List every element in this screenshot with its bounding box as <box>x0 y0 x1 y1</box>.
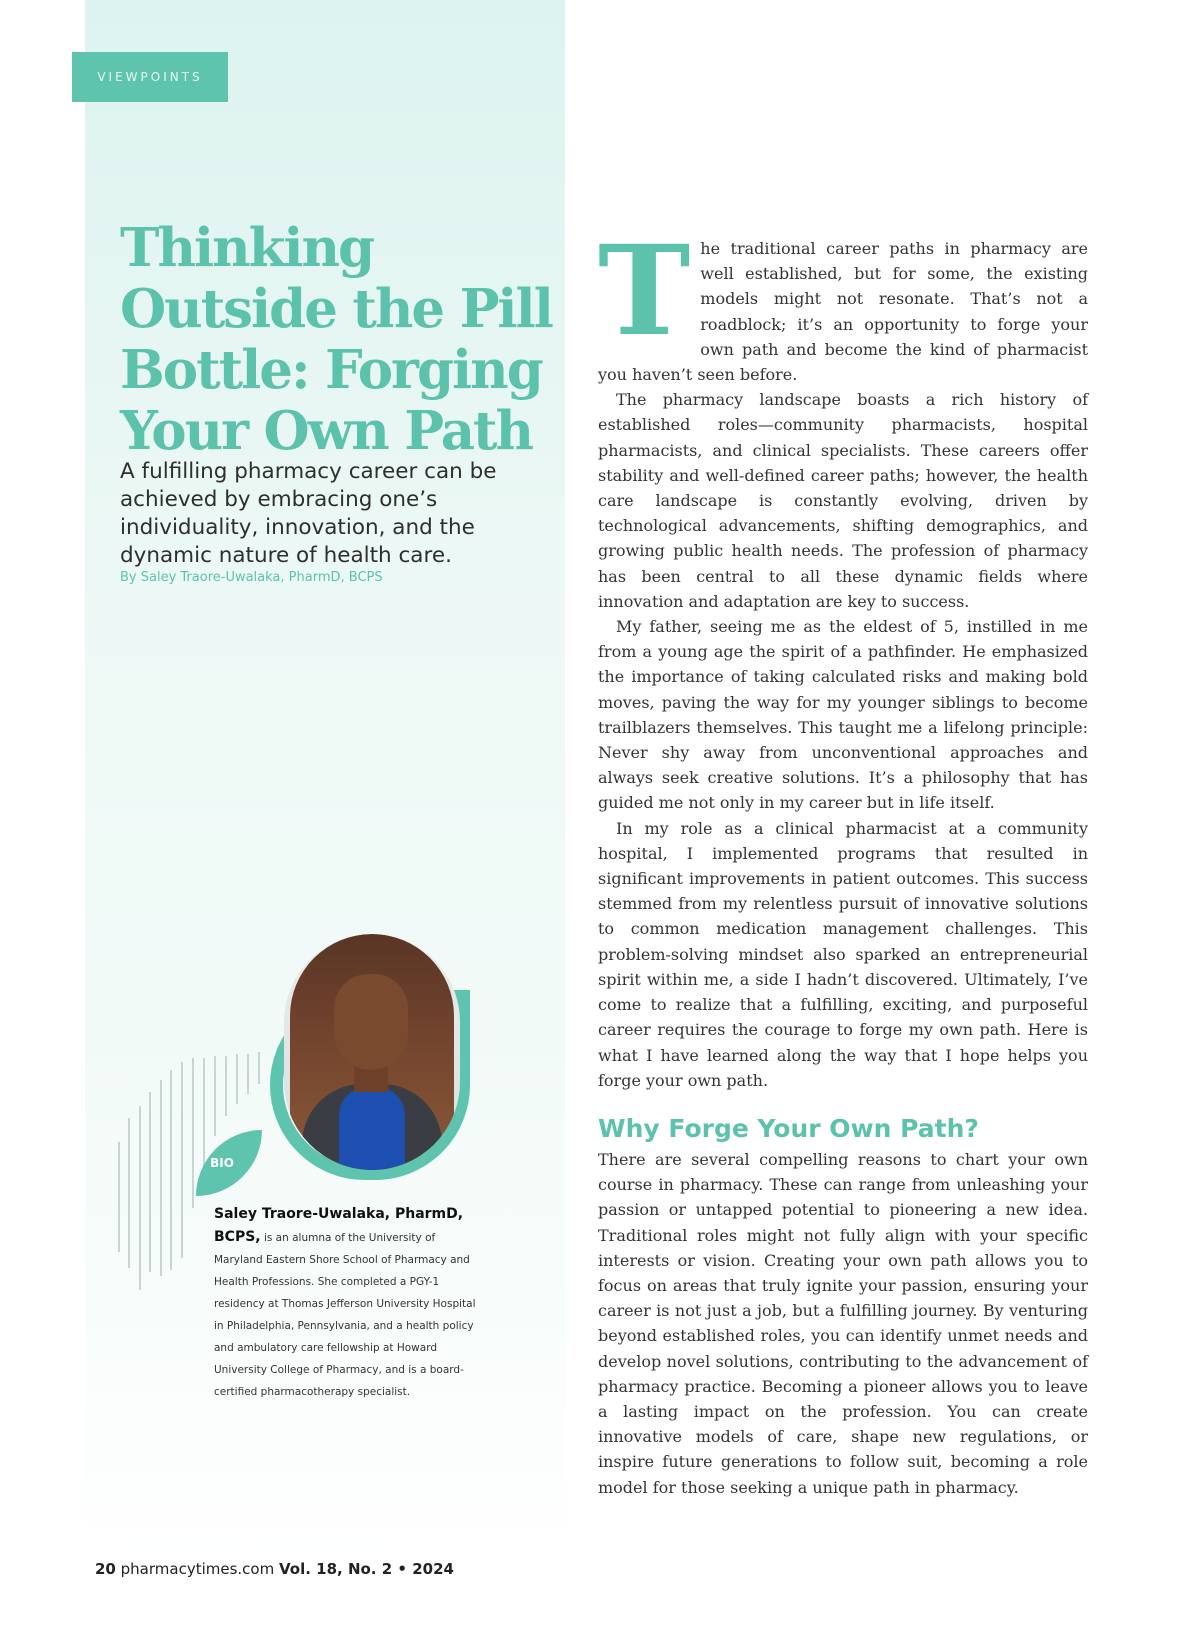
drop-cap: T <box>598 219 691 364</box>
paragraph-5: There are several compelling reasons to chart your own course in pharmacy. These can range from unleashing your passion or untapped potential to pioneering a new idea. Traditional roles might not fully align with your specific interests or vision. Creating your own path allows you to focus on areas that truly ignite your passion, ensuring your career is not just a job, but a fulfilling journey. By venturing beyond established roles, you can identify unmet needs and develop novel solutions, contributing to the advancement of pharmacy practice. Becoming a pioneer allows you to leave a lasting impact on the profession. You can create innovative models of care, shape new regulations, or inspire future generations to follow suit, becoming a role model for those seeking a unique path in pharmacy. <box>598 1149 1088 1497</box>
bio-text: is an alumna of the University of Maryland Eastern Shore School of Pharmacy and Health Professions. She completed a PGY-1 residency at Thomas Jefferson University Hospital in Philadelphia, Pennsylvania, and a health policy and ambulatory care fellowship at Howard University College of Pharmacy, and is a board-certified pharmacotherapy specialist. <box>214 1232 476 1398</box>
author-bio <box>214 1203 484 1403</box>
author-photo <box>284 934 460 1170</box>
paragraph-3: My father, seeing me as the eldest of 5, instilled in me from a young age the spirit of a pathfinder. He emphasized the importance of taking calculated risks and making bold moves, paving the way for my younger siblings to become trailblazers themselves. This taught me a lifelong principle: Never shy away from unconventional approaches and always seek creative solutions. It’s a philosophy that has guided me not only in my career but in life itself. <box>598 617 1088 813</box>
article-deck: A fulfilling pharmacy career can be achieved by embracing one’s individuality, innovation, and the dynamic nature of health care. <box>120 459 497 568</box>
paragraph-1-text: he traditional career paths in pharmacy are well established, but for some, the existing models might not resonate. That’s not a roadblock; it’s an opportunity to forge your own path and become the kind of pharmacist you haven’t seen before. <box>598 239 1088 385</box>
bio-label: BIO <box>210 1156 234 1170</box>
paragraph-1 <box>598 219 1088 387</box>
section-tag <box>72 52 228 102</box>
section-tag-label: VIEWPOINTS <box>97 70 203 84</box>
article-body <box>598 219 1088 1500</box>
footer-issue: Vol. 18, No. 2 • 2024 <box>279 1560 454 1578</box>
article-title: Thinking Outside the Pill Bottle: Forging Your Own Path <box>120 217 552 462</box>
page-number: 20 <box>95 1560 116 1578</box>
paragraph-4: In my role as a clinical pharmacist at a community hospital, I implemented programs that resulted in significant improvements in patient outcomes. This success stemmed from my relentless pursuit of innovative solutions to common medication management challenges. This problem-solving mindset also sparked an entrepreneurial spirit within me, a side I hadn’t discovered. Ultimately, I’ve come to realize that a fulfilling, exciting, and purposeful career requires the courage to forge my own path. Here is what I have learned along the way that I hope helps you forge your own path. <box>598 818 1088 1090</box>
section-subhead: Why Forge Your Own Path? <box>598 1113 979 1143</box>
bio-name: Saley Traore-Uwalaka, PharmD, BCPS, <box>214 1206 464 1245</box>
paragraph-2: The pharmacy landscape boasts a rich history of established roles—community pharmacists, hospital pharmacists, and clinical specialists. These careers offer stability and well-defined career paths; however, the health care landscape is constantly evolving, driven by technological advancements, shifting demographics, and growing public health needs. The profession of pharmacy has been central to all these dynamic fields where innovation and adaptation are key to success. <box>598 390 1088 611</box>
footer-site: pharmacytimes.com <box>120 1560 275 1578</box>
article-byline: By Saley Traore-Uwalaka, PharmD, BCPS <box>120 570 383 585</box>
page-footer <box>95 1560 454 1578</box>
